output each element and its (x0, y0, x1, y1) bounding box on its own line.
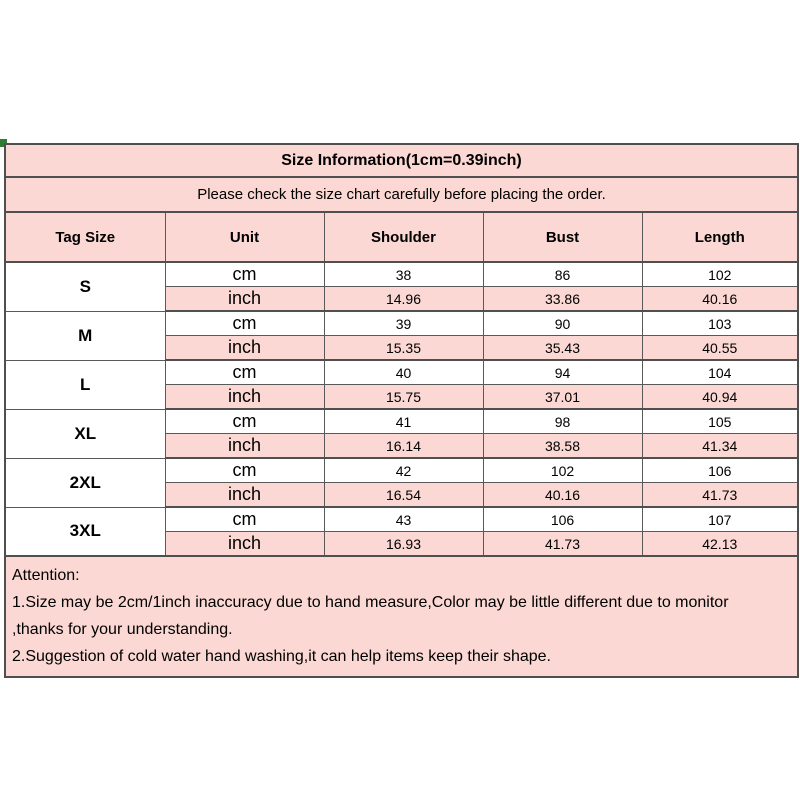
length-value: 40.94 (642, 385, 798, 410)
unit-cell: cm (165, 311, 324, 336)
bust-value: 98 (483, 409, 642, 434)
title-row (5, 144, 798, 177)
shoulder-value: 15.35 (324, 336, 483, 361)
table-subtitle: Please check the size chart carefully before placing the order. (5, 177, 798, 212)
shoulder-value: 39 (324, 311, 483, 336)
attention-row (5, 556, 798, 677)
table-row-s-cm (5, 262, 798, 287)
shoulder-value: 14.96 (324, 287, 483, 312)
length-value: 41.73 (642, 483, 798, 508)
length-value: 41.34 (642, 434, 798, 459)
unit-cell: inch (165, 336, 324, 361)
unit-cell: inch (165, 385, 324, 410)
bust-value: 33.86 (483, 287, 642, 312)
bust-value: 41.73 (483, 532, 642, 557)
size-label-xl: XL (5, 409, 165, 458)
unit-cell: inch (165, 532, 324, 557)
bust-value: 90 (483, 311, 642, 336)
shoulder-value: 42 (324, 458, 483, 483)
column-header-row (5, 212, 798, 262)
length-value: 104 (642, 360, 798, 385)
unit-cell: inch (165, 434, 324, 459)
length-value: 107 (642, 507, 798, 532)
table-row-2xl-cm (5, 458, 798, 483)
size-label-s: S (5, 262, 165, 311)
shoulder-value: 15.75 (324, 385, 483, 410)
unit-cell: cm (165, 507, 324, 532)
subtitle-row (5, 177, 798, 212)
table-row-l-cm (5, 360, 798, 385)
bust-value: 40.16 (483, 483, 642, 508)
shoulder-value: 16.54 (324, 483, 483, 508)
length-value: 106 (642, 458, 798, 483)
length-value: 105 (642, 409, 798, 434)
bust-value: 94 (483, 360, 642, 385)
size-label-m: M (5, 311, 165, 360)
table-row-xl-cm (5, 409, 798, 434)
unit-cell: cm (165, 409, 324, 434)
length-value: 40.16 (642, 287, 798, 312)
attention-line-1: 1.Size may be 2cm/1inch inaccuracy due to hand measure,Color may be little different due to monitor (12, 594, 729, 611)
length-value: 40.55 (642, 336, 798, 361)
length-value: 103 (642, 311, 798, 336)
table-row-m-cm (5, 311, 798, 336)
bust-value: 38.58 (483, 434, 642, 459)
attention-line-3: 2.Suggestion of cold water hand washing,it can help items keep their shape. (12, 648, 551, 665)
column-header-tag-size: Tag Size (5, 212, 165, 262)
size-label-3xl: 3XL (5, 507, 165, 556)
shoulder-value: 43 (324, 507, 483, 532)
size-chart-table (4, 143, 799, 678)
attention-note (5, 556, 798, 677)
attention-line-2: ,thanks for your understanding. (12, 621, 233, 638)
table-row-3xl-cm (5, 507, 798, 532)
bust-value: 86 (483, 262, 642, 287)
unit-cell: cm (165, 458, 324, 483)
column-header-unit: Unit (165, 212, 324, 262)
size-label-l: L (5, 360, 165, 409)
unit-cell: cm (165, 262, 324, 287)
length-value: 102 (642, 262, 798, 287)
column-header-shoulder: Shoulder (324, 212, 483, 262)
shoulder-value: 16.93 (324, 532, 483, 557)
bust-value: 37.01 (483, 385, 642, 410)
column-header-length: Length (642, 212, 798, 262)
shoulder-value: 40 (324, 360, 483, 385)
length-value: 42.13 (642, 532, 798, 557)
unit-cell: inch (165, 287, 324, 312)
unit-cell: inch (165, 483, 324, 508)
bust-value: 35.43 (483, 336, 642, 361)
table-title: Size Information(1cm=0.39inch) (5, 144, 798, 177)
shoulder-value: 41 (324, 409, 483, 434)
bust-value: 106 (483, 507, 642, 532)
size-label-2xl: 2XL (5, 458, 165, 507)
unit-cell: cm (165, 360, 324, 385)
column-header-bust: Bust (483, 212, 642, 262)
attention-heading: Attention: (12, 567, 80, 584)
shoulder-value: 16.14 (324, 434, 483, 459)
shoulder-value: 38 (324, 262, 483, 287)
bust-value: 102 (483, 458, 642, 483)
